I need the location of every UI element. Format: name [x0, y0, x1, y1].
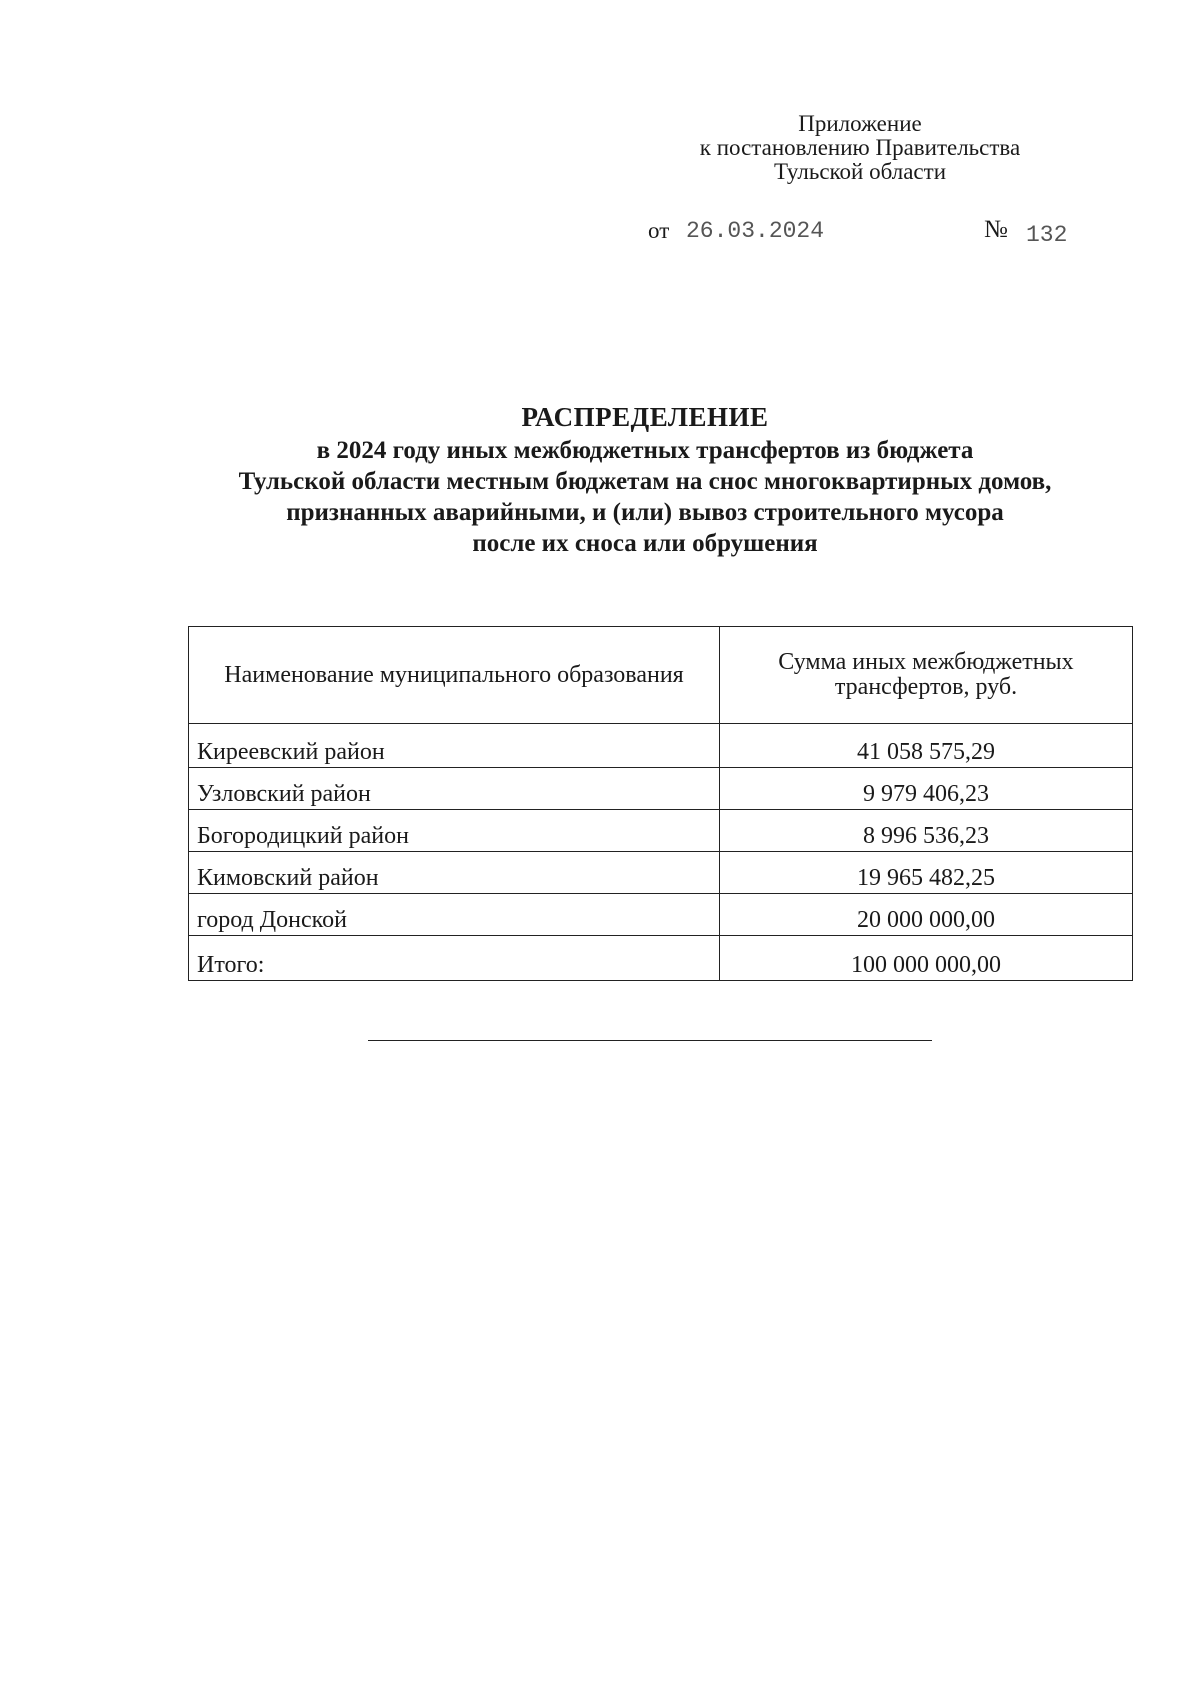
closing-divider	[368, 1040, 932, 1041]
decree-date-label: от	[648, 218, 670, 243]
transfer-amount: 20 000 000,00	[720, 894, 1133, 936]
transfer-amount: 41 058 575,29	[720, 724, 1133, 768]
appendix-reference: к постановлению Правительства	[699, 135, 1021, 160]
municipality-name: Узловский район	[189, 768, 720, 810]
title-line-4: после их сноса или обрушения	[472, 530, 818, 557]
title-line-2: Тульской области местным бюджетам на снос многоквартирных домов,	[238, 468, 1052, 495]
municipality-name: город Донской	[189, 894, 720, 936]
title-line-1: в 2024 году иных межбюджетных трансфертов из бюджета	[316, 437, 974, 464]
document-title	[100, 402, 1190, 559]
decree-number: 132	[1026, 222, 1068, 248]
table-header-row	[189, 627, 1133, 724]
transfer-amount: 19 965 482,25	[720, 852, 1133, 894]
appendix-title: Приложение	[798, 111, 922, 136]
decree-number-sign: №	[984, 216, 1008, 243]
table-row	[189, 768, 1133, 810]
appendix-region: Тульской области	[773, 159, 947, 184]
table-row	[189, 724, 1133, 768]
municipality-name: Киреевский район	[189, 724, 720, 768]
distribution-table	[188, 626, 1133, 981]
transfer-amount: 9 979 406,23	[720, 768, 1133, 810]
municipality-name: Богородицкий район	[189, 810, 720, 852]
appendix-header	[650, 112, 1070, 184]
table-row	[189, 894, 1133, 936]
decree-date: 26.03.2024	[686, 218, 825, 244]
total-label: Итого:	[189, 936, 720, 981]
table-row	[189, 810, 1133, 852]
table-total-row	[189, 936, 1133, 981]
municipality-name: Кимовский район	[189, 852, 720, 894]
transfer-amount: 8 996 536,23	[720, 810, 1133, 852]
header-municipality: Наименование муниципального образования	[189, 627, 720, 724]
table-row	[189, 852, 1133, 894]
total-amount: 100 000 000,00	[720, 936, 1133, 981]
title-line-3: признанных аварийными, и (или) вывоз строительного мусора	[286, 499, 1004, 526]
main-title: РАСПРЕДЕЛЕНИЕ	[521, 402, 769, 432]
header-amount: Сумма иных межбюджетных трансфертов, руб.	[720, 627, 1133, 724]
